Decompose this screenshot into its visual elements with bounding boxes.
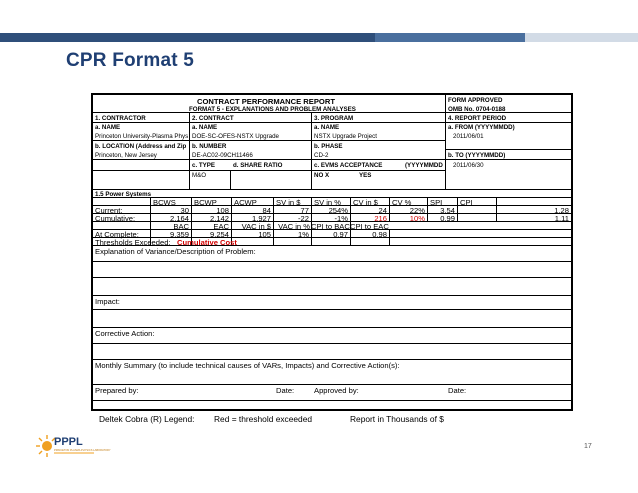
to-label: b. TO (YYYYMMDD) bbox=[448, 152, 506, 159]
legend-thousands: Report in Thousands of $ bbox=[350, 414, 444, 424]
cpr-form bbox=[91, 93, 573, 411]
header-cpi: CPI bbox=[460, 198, 473, 207]
contractor-name: Princeton University-Plasma Phys bbox=[95, 133, 189, 140]
logo-text: PPPL bbox=[54, 436, 83, 448]
header-bac: BAC bbox=[173, 222, 189, 231]
evms-no: NO X bbox=[314, 172, 330, 179]
pppl-logo bbox=[36, 431, 111, 461]
current-acwp: 84 bbox=[262, 206, 271, 215]
from-value: 2011/06/01 bbox=[453, 133, 484, 140]
complete-vac-dollar: 105 bbox=[258, 230, 271, 239]
header-cpi-to-eac: CPI to EAC bbox=[350, 222, 389, 231]
logo-subtext: PRINCETON PLASMA PHYSICS LABORATORY bbox=[54, 449, 111, 452]
wbs-title: 1.5 Power Systems bbox=[95, 191, 152, 198]
current-cv-dollar: 24 bbox=[378, 206, 387, 215]
header-bar-mid bbox=[375, 33, 525, 42]
header-cpi-to-bac: CPI to BAC bbox=[311, 222, 350, 231]
evms-yes: YES bbox=[359, 172, 372, 179]
program-label: 3. PROGRAM bbox=[314, 115, 354, 122]
complete-vac-pct: 1% bbox=[298, 230, 309, 239]
current-sv-dollar: 77 bbox=[300, 206, 309, 215]
legend-red-note: Red = threshold exceeded bbox=[214, 414, 313, 424]
slide-title: CPR Format 5 bbox=[66, 50, 195, 71]
current-sv-pct: 254% bbox=[328, 206, 348, 215]
number-value: DE-AC02-09CH11466 bbox=[192, 152, 253, 159]
approved-date-label: Date: bbox=[448, 386, 467, 395]
row-label-cumulative: Cumulative: bbox=[95, 214, 136, 223]
contractor-name-label: a. NAME bbox=[95, 124, 121, 131]
report-subtitle: FORMAT 5 - EXPLANATIONS AND PROBLEM ANALYSES bbox=[189, 106, 356, 113]
header-bcwp: BCWP bbox=[194, 198, 217, 207]
contract-label: 2. CONTRACT bbox=[192, 115, 234, 122]
thresholds-value: Cumulative Cost bbox=[177, 238, 237, 247]
contractor-label: 1. CONTRACTOR bbox=[95, 115, 146, 122]
current-bcwp: 108 bbox=[216, 206, 229, 215]
current-bcws: 30 bbox=[180, 206, 189, 215]
cumulative-spi: 0.99 bbox=[440, 214, 455, 223]
header-sv-dollar: SV in $ bbox=[276, 198, 301, 207]
header-cv-pct: CV % bbox=[392, 198, 412, 207]
cumulative-bcwp: 2,142 bbox=[209, 214, 229, 223]
cumulative-bcws: 2,164 bbox=[169, 214, 189, 223]
location-label: b. LOCATION (Address and Zip bbox=[95, 143, 187, 150]
form-approved: FORM APPROVED bbox=[448, 97, 503, 104]
header-eac: EAC bbox=[213, 222, 229, 231]
impact-label: Impact: bbox=[95, 297, 120, 306]
from-label: a. FROM (YYYYMMDD) bbox=[448, 124, 515, 131]
header-sv-pct: SV in % bbox=[314, 198, 342, 207]
cumulative-cv-dollar: 216 bbox=[374, 214, 387, 223]
evms-label: c. EVMS ACCEPTANCE bbox=[314, 162, 383, 169]
type-label: c. TYPE bbox=[192, 162, 216, 169]
row-label-at-complete: At Complete: bbox=[95, 230, 139, 239]
current-cpi: 1.28 bbox=[554, 206, 569, 215]
phase-label: b. PHASE bbox=[314, 143, 343, 150]
omb-number: OMB No. 0704-0188 bbox=[448, 106, 506, 113]
header-cv-dollar: CV in $ bbox=[353, 198, 378, 207]
approved-by-label: Approved by: bbox=[314, 386, 359, 395]
page-number: 17 bbox=[584, 443, 592, 450]
report-title: CONTRACT PERFORMANCE REPORT bbox=[197, 97, 335, 106]
number-label: b. NUMBER bbox=[192, 143, 227, 150]
prepared-date-label: Date: bbox=[276, 386, 295, 395]
contract-name: DOE-SC-OFES-NSTX Upgrade bbox=[192, 133, 279, 140]
prepared-by-label: Prepared by: bbox=[95, 386, 139, 395]
thresholds-label: Thresholds Exceeded: bbox=[95, 238, 171, 247]
report-period-label: 4. REPORT PERIOD bbox=[448, 115, 507, 122]
type-value: M&O bbox=[192, 172, 207, 179]
cumulative-sv-pct: -1% bbox=[334, 214, 348, 223]
share-ratio-label: d. SHARE RATIO bbox=[233, 162, 283, 169]
current-spi: 3.54 bbox=[440, 206, 455, 215]
header-bar bbox=[0, 33, 638, 43]
header-acwp: ACWP bbox=[234, 198, 257, 207]
location-value: Princeton, New Jersey bbox=[95, 152, 157, 159]
cumulative-cv-pct: 10% bbox=[409, 214, 425, 223]
phase-value: CD-2 bbox=[314, 152, 329, 159]
legend-deltek: Deltek Cobra (R) Legend: bbox=[99, 414, 195, 424]
cumulative-cpi: 1.11 bbox=[554, 214, 569, 223]
complete-bac: 9,359 bbox=[169, 230, 189, 239]
corrective-action-label: Corrective Action: bbox=[95, 329, 155, 338]
monthly-summary-label: Monthly Summary (to include technical causes of VARs, Impacts) and Corrective Action(s): bbox=[95, 361, 400, 370]
complete-cpi-to-eac: 0.98 bbox=[372, 230, 387, 239]
header-vac-pct: VAC in % bbox=[278, 222, 310, 231]
to-value: 2011/06/30 bbox=[453, 162, 484, 169]
current-cv-pct: 22% bbox=[409, 206, 425, 215]
pppl-sun-icon bbox=[36, 431, 111, 461]
header-spi: SPI bbox=[430, 198, 443, 207]
explanation-label: Explanation of Variance/Description of Problem: bbox=[95, 247, 256, 256]
header-bcws: BCWS bbox=[153, 198, 176, 207]
complete-cpi-to-bac: 0.97 bbox=[333, 230, 348, 239]
header-vac-dollar: VAC in $ bbox=[241, 222, 271, 231]
row-label-current: Current: bbox=[95, 206, 123, 215]
cumulative-sv-dollar: -22 bbox=[298, 214, 309, 223]
complete-eac: 9,254 bbox=[209, 230, 229, 239]
header-bar-light bbox=[525, 33, 638, 42]
program-name-label: a. NAME bbox=[314, 124, 340, 131]
cumulative-acwp: 1,927 bbox=[251, 214, 271, 223]
program-name: NSTX Upgrade Project bbox=[314, 133, 377, 140]
evms-date-label: (YYYYMMDD bbox=[405, 162, 443, 169]
contract-name-label: a. NAME bbox=[192, 124, 218, 131]
